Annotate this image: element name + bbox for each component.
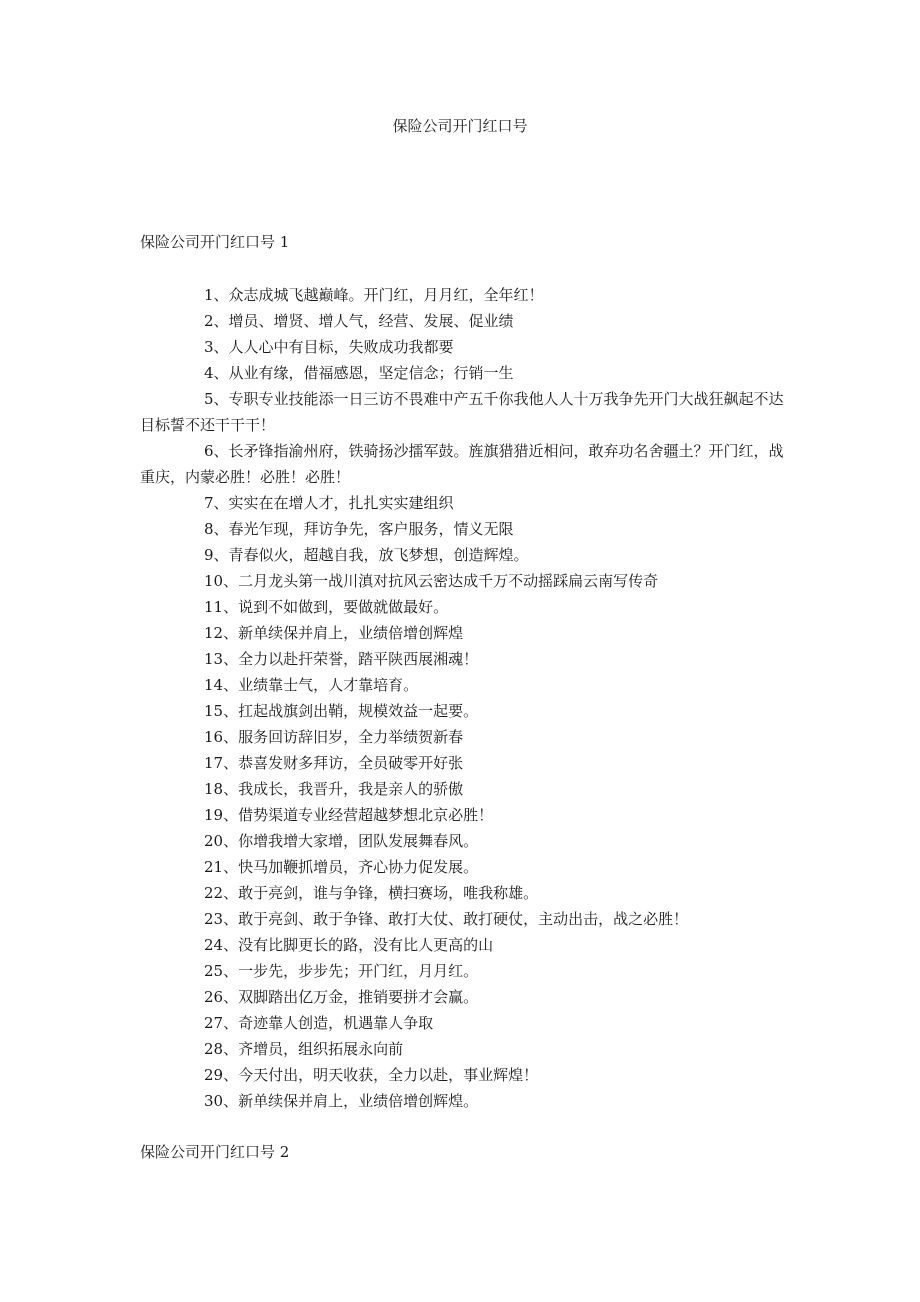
list-item: 19、借势渠道专业经营超越梦想北京必胜！ [204, 806, 494, 824]
list-item: 11、说到不如做到，要做就做最好。 [204, 598, 449, 616]
list-item: 20、你增我增大家增，团队发展舞春风。 [204, 832, 479, 850]
list-item: 1、众志成城飞越巅峰。开门红，月月红，全年红！ [204, 286, 544, 304]
list-item: 27、奇迹靠人创造，机遇靠人争取 [204, 1014, 434, 1032]
document-title: 保险公司开门红口号 [392, 117, 528, 135]
list-item: 29、今天付出，明天收获，全力以赴，事业辉煌！ [204, 1066, 539, 1084]
list-item: 21、快马加鞭抓增员，齐心协力促发展。 [204, 858, 479, 876]
list-item: 22、敢于亮剑，谁与争锋，横扫赛场，唯我称雄。 [204, 884, 539, 902]
list-item: 30、新单续保并肩上，业绩倍增创辉煌。 [204, 1092, 479, 1110]
list-item: 13、全力以赴扞荣誉，踏平陕西展湘魂！ [204, 650, 479, 668]
slogan-list [140, 282, 785, 1114]
list-item: 5、专职专业技能添一日三访不畏难中产五千你我他人人十万我争先开门大战狂飙起不达目标誓不还干干干！ [140, 390, 784, 434]
list-item: 15、扛起战旗剑出鞘，规模效益一起要。 [204, 702, 479, 720]
section-heading: 保险公司开门红口号 1 [140, 233, 290, 251]
list-item: 16、服务回访辞旧岁，全力举绩贺新春 [204, 728, 464, 746]
list-item: 3、人人心中有目标，失败成功我都要 [204, 338, 454, 356]
list-item: 4、从业有缘，借福感恩，坚定信念；行销一生 [204, 364, 514, 382]
list-item: 25、一步先，步步先；开门红，月月红。 [204, 962, 479, 980]
list-item: 14、业绩靠士气，人才靠培育。 [204, 676, 419, 694]
list-item: 2、增员、增贤、增人气，经营、发展、促业绩 [204, 312, 514, 330]
section-heading: 保险公司开门红口号 2 [140, 1143, 290, 1161]
list-item: 9、青春似火，超越自我，放飞梦想，创造辉煌。 [204, 546, 529, 564]
list-item: 24、没有比脚更长的路，没有比人更高的山 [204, 936, 494, 954]
list-item: 12、新单续保并肩上，业绩倍增创辉煌 [204, 624, 464, 642]
list-item: 23、敢于亮剑、敢于争锋、敢打大仗、敢打硬仗，主动出击，战之必胜！ [204, 910, 689, 928]
list-item: 10、二月龙头第一战川滇对抗风云密达成千万不动摇踩扁云南写传奇 [204, 572, 659, 590]
list-item: 6、长矛锋指渝州府，铁骑扬沙擂军鼓。旌旗猎猎近相问，敢弃功名舍疆土？开门红，战重庆，内蒙必胜！必胜！必胜！ [140, 442, 784, 486]
list-item: 26、双脚踏出亿万金，推销要拼才会赢。 [204, 988, 479, 1006]
list-item: 7、实实在在增人才，扎扎实实建组织 [204, 494, 454, 512]
list-item: 28、齐增员，组织拓展永向前 [204, 1040, 404, 1058]
list-item: 18、我成长，我晋升，我是亲人的骄傲 [204, 780, 464, 798]
list-item: 8、春光乍现，拜访争先，客户服务，情义无限 [204, 520, 514, 538]
list-item: 17、恭喜发财多拜访，全员破零开好张 [204, 754, 464, 772]
